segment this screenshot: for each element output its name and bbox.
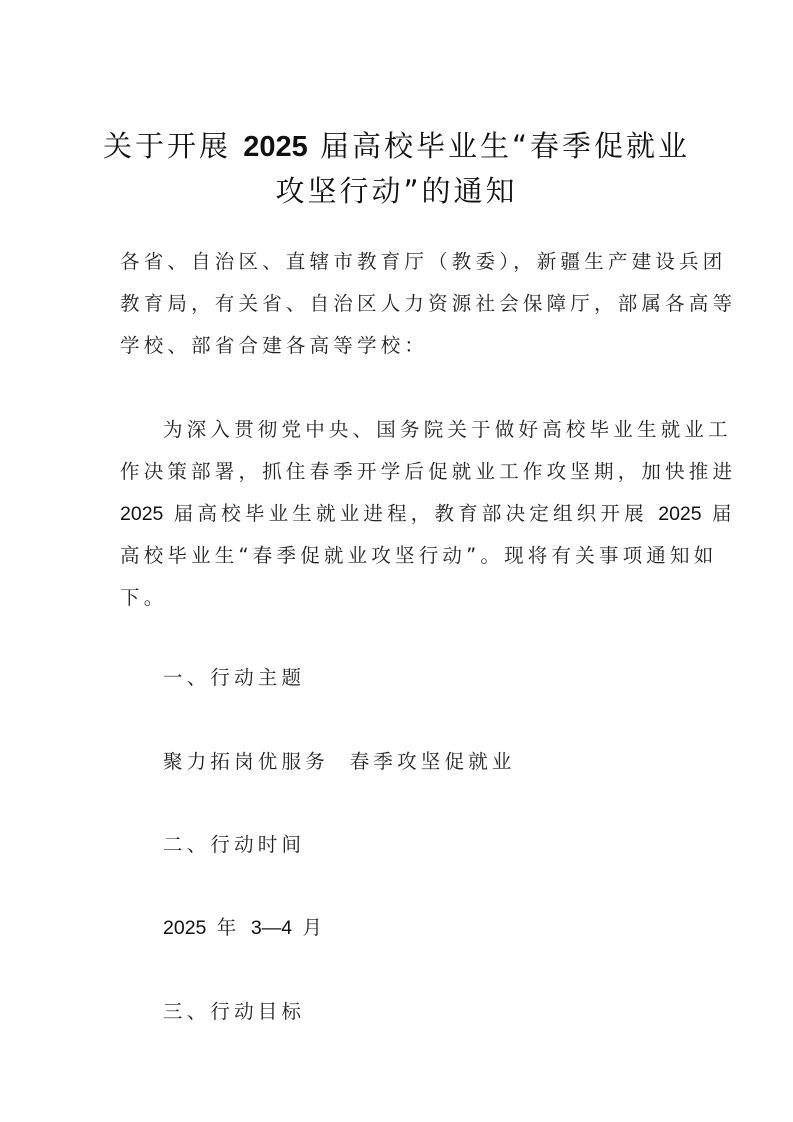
time-month-unit: 月 bbox=[302, 916, 327, 939]
intro-line-3-middle: 届高校毕业生就业进程，教育部决定组织开展 bbox=[173, 502, 648, 525]
intro-paragraph-line-1: 为深入贯彻党中央、国务院关于做好高校毕业生就业工 bbox=[163, 418, 732, 441]
title-suffix: 届高校毕业生“春季促就业 bbox=[319, 129, 690, 163]
title-prefix: 关于开展 bbox=[103, 129, 232, 163]
title-year: 2025 bbox=[243, 131, 308, 163]
year-number: 2025 bbox=[120, 503, 164, 525]
section-body-time bbox=[163, 916, 719, 940]
intro-paragraph-line-3 bbox=[120, 502, 736, 526]
intro-paragraph-line-4: 高校毕业生“春季促就业攻坚行动”。现将有关事项通知如 bbox=[120, 544, 718, 567]
year-number: 2025 bbox=[658, 503, 702, 525]
time-year: 2025 bbox=[163, 917, 207, 939]
intro-paragraph-line-2: 作决策部署，抓住春季开学后促就业工作攻坚期，加快推进 bbox=[120, 460, 737, 483]
time-range: 3—4 bbox=[250, 917, 293, 939]
section-heading-theme: 一、行动主题 bbox=[163, 666, 306, 689]
salutation-line-3: 学校、部省合建各高等学校： bbox=[120, 334, 429, 357]
section-heading-time: 二、行动时间 bbox=[163, 833, 306, 856]
section-body-theme: 聚力拓岗优服务 春季攻坚促就业 bbox=[163, 750, 516, 773]
section-heading-goal: 三、行动目标 bbox=[163, 1000, 306, 1023]
document-title-line-1 bbox=[100, 129, 693, 164]
document-title-line-2: 攻坚行动”的通知 bbox=[275, 174, 518, 208]
time-year-unit: 年 bbox=[216, 916, 241, 939]
salutation-line-2: 教育局，有关省、自治区人力资源社会保障厅，部属各高等 bbox=[120, 292, 737, 315]
intro-line-3-end: 届 bbox=[712, 502, 736, 525]
salutation-line-1: 各省、自治区、直辖市教育厅（教委），新疆生产建设兵团 bbox=[120, 250, 727, 273]
intro-paragraph-line-5: 下。 bbox=[120, 586, 168, 609]
